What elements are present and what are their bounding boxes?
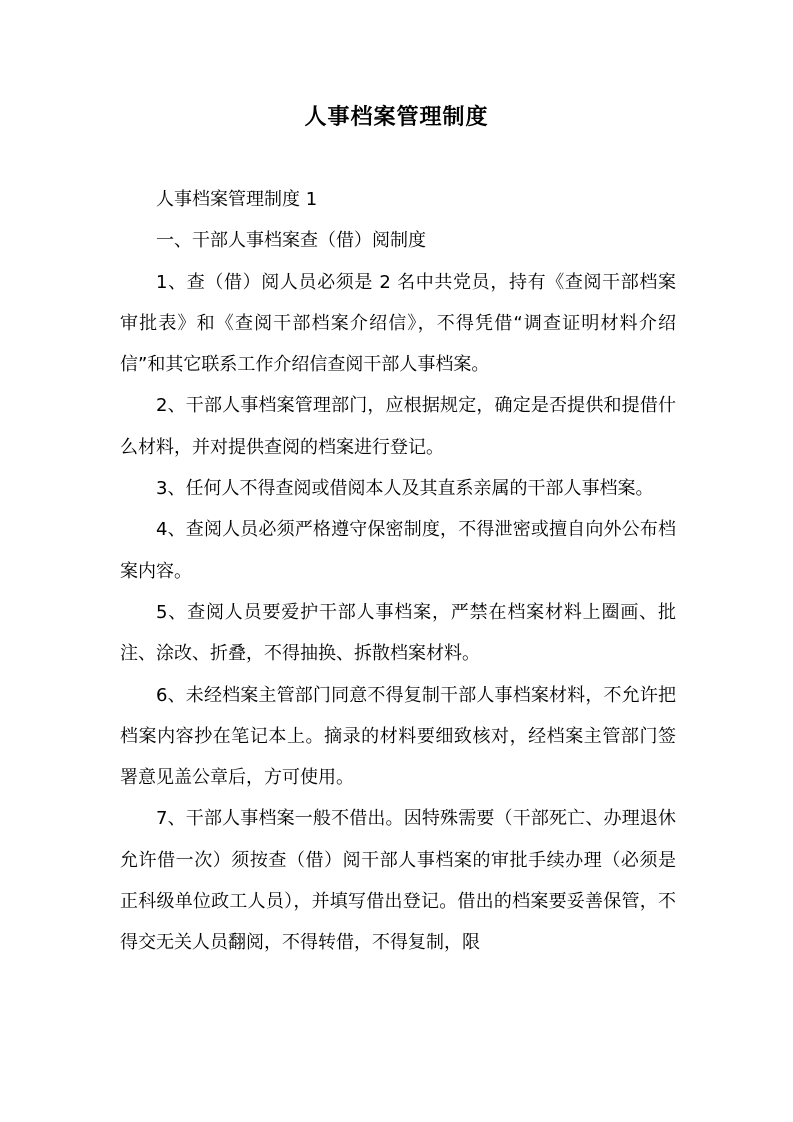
paragraph-subtitle: 人事档案管理制度 1 [156, 189, 318, 210]
document-title: 人事档案管理制度 [304, 105, 489, 130]
document-body [120, 179, 676, 964]
paragraph-section-heading: 一、干部人事档案查（借）阅制度 [156, 230, 426, 252]
paragraph-item-3: 3、任何人不得查阅或借阅本人及其直系亲属的干部人事档案。 [156, 478, 654, 500]
paragraph-item-5: 5、查阅人员要爱护干部人事档案，严禁在档案材料上圈画、批注、涂改、折叠，不得抽换、拆散档案材料。 [120, 601, 676, 665]
paragraph-item-2: 2、干部人事档案管理部门，应根据规定，确定是否提供和提借什么材料，并对提供查阅的档案进行登记。 [120, 395, 676, 458]
paragraph-item-4: 4、查阅人员必须严格遵守保密制度，不得泄密或擅自向外公布档案内容。 [120, 519, 676, 582]
paragraph-item-6: 6、未经档案主管部门同意不得复制干部人事档案材料，不允许把档案内容抄在笔记本上。摘录的材料要细致核对，经档案主管部门签署意见盖公章后，方可使用。 [120, 684, 676, 789]
paragraph-item-1: 1、查（借）阅人员必须是 2 名中共党员，持有《查阅干部档案审批表》和《查阅干部档案介绍信》，不得凭借“调查证明材料介绍信”和其它联系工作介绍信查阅干部人事档案。 [120, 271, 676, 376]
paragraph-item-7: 7、干部人事档案一般不借出。因特殊需要（干部死亡、办理退休允许借一次）须按查（借）阅干部人事档案的审批手续办理（必须是正科级单位政工人员），并填写借出登记。借出的档案要妥善保管，不得交无关人员翻阅，不得转借，不得复制，限 [120, 808, 676, 954]
